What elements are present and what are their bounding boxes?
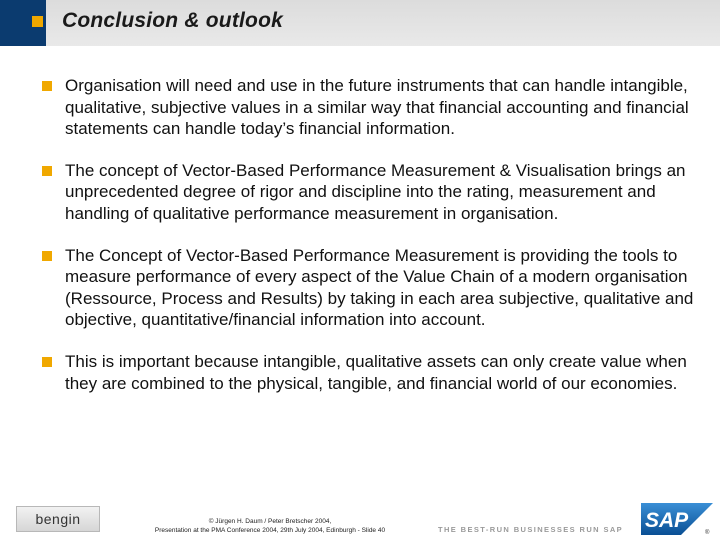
bullet-square-icon: [42, 166, 52, 176]
bullet-square-icon: [42, 81, 52, 91]
bullet-text: The concept of Vector-Based Performance Measurement & Visualisation brings an unprecedented degree of rigor and discipline into the rating, measurement and handling of qualitative performance measurement in organisation.: [65, 160, 686, 223]
registered-mark: ®: [705, 530, 710, 535]
sap-logo-text: SAP: [645, 509, 689, 532]
bengin-logo: [16, 506, 100, 532]
bullet-list: [40, 75, 700, 414]
bullet-text: This is important because intangible, qualitative assets can only create value when they are combined to the physical, tangible, and financial world of our economies.: [65, 351, 687, 393]
bullet-text: The Concept of Vector-Based Performance Measurement is providing the tools to measure performance of every aspect of the Value Chain of a modern organisation (Ressource, Process and Results) by taking in each area subjective, qualitative and objective, quantitative/financial information into account.: [65, 245, 694, 330]
bullet-square-icon: [42, 251, 52, 261]
sap-tagline: THE BEST-RUN BUSINESSES RUN SAP: [438, 525, 624, 534]
header-square-icon: [32, 16, 43, 27]
bullet-item-4: [40, 351, 700, 394]
bullet-item-1: [40, 75, 700, 140]
slide-title: Conclusion & outlook: [62, 9, 283, 32]
credit-line-presentation: Presentation at the PMA Conference 2004, 29th July 2004, Edinburgh - Slide 40: [154, 527, 386, 534]
slide-header: [0, 0, 720, 46]
bengin-logo-text: bengin: [35, 511, 81, 527]
bullet-square-icon: [42, 357, 52, 367]
bullet-text: Organisation will need and use in the future instruments that can handle intangible, qualitative, subjective values in a similar way that financial accounting and financial statements can handle today’s financial information.: [65, 76, 689, 139]
footer-credits: [120, 517, 420, 535]
sap-logo-icon: [641, 503, 713, 535]
bullet-item-2: [40, 160, 700, 225]
credit-line-copyright: © Jürgen H. Daum / Peter Bretscher 2004,: [208, 518, 332, 525]
bullet-item-3: [40, 245, 700, 331]
